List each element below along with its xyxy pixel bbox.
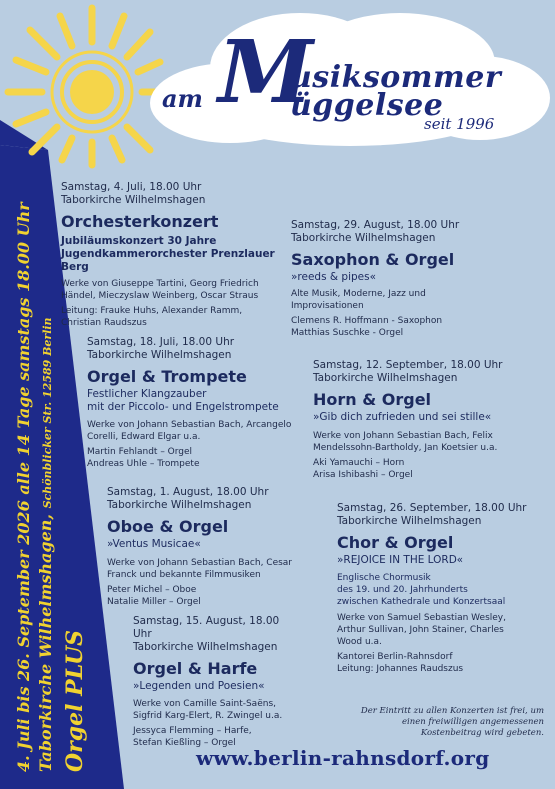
logo-line-2: üggelsee xyxy=(290,88,444,123)
event-orgel-harfe xyxy=(133,615,298,749)
event-title: Saxophon & Orgel xyxy=(291,250,455,269)
event-date: Samstag, 1. August, 18.00 Uhr xyxy=(107,486,269,498)
event-venue: Taborkirche Wilhelmshagen xyxy=(107,499,252,511)
event-chor-orgel xyxy=(337,502,527,675)
sun-icon xyxy=(0,0,170,170)
event-program: Werke von Camille Saint-Saëns, Sigfrid Karg-Elert, R. Zwingel u.a. xyxy=(133,699,283,721)
event-venue: Taborkirche Wilhelmshagen xyxy=(313,372,458,384)
event-date: Samstag, 29. August, 18.00 Uhr xyxy=(291,219,460,231)
event-subtitle: Festlicher Klangzauber xyxy=(87,388,207,400)
event-subtitle: »Gib dich zufrieden und sei stille« xyxy=(313,411,492,423)
event-date: Samstag, 18. Juli, 18.00 Uhr xyxy=(87,336,235,348)
event-subtitle: »Legenden und Poesien« xyxy=(133,680,265,692)
event-subtitle: »Ventus Musicae« xyxy=(107,538,201,550)
event-performers: Martin Fehlandt – Orgel Andreas Uhle – Trompete xyxy=(87,447,200,469)
event-performers: Peter Michel – Oboe Natalie Miller – Orgel xyxy=(107,585,201,607)
side-address: Schönblicker Str. 12589 Berlin xyxy=(41,317,54,509)
logo-line-1: usiksommer xyxy=(290,60,502,95)
side-series-name: Orgel PLUS xyxy=(62,629,88,772)
side-venue: Taborkirche Wilhelmshagen, Schönblicker Str. 12589 Berlin xyxy=(36,317,55,772)
logo-initial: M xyxy=(218,22,314,123)
event-program: Werke von Giuseppe Tartini, Georg Friedrich Händel, Mieczyslaw Weinberg, Oscar Straus xyxy=(61,279,259,301)
event-venue: Taborkirche Wilhelmshagen xyxy=(133,641,278,653)
event-venue: Taborkirche Wilhelmshagen xyxy=(337,515,482,527)
event-orchesterkonzert xyxy=(61,181,276,329)
event-performers: Clemens R. Hoffmann - Saxophon Matthias Suschke - Orgel xyxy=(291,316,443,338)
event-venue: Taborkirche Wilhelmshagen xyxy=(87,349,232,361)
event-subtitle-2: Jugendkammerorchester Prenzlauer Berg xyxy=(61,248,275,273)
event-venue: Taborkirche Wilhelmshagen xyxy=(61,194,206,206)
logo-am: am xyxy=(162,84,203,113)
event-subtitle-2: Englische Chormusik des 19. und 20. Jahrhunderts zwischen Kathedrale und Konzertsaal xyxy=(337,573,506,607)
event-title: Orgel & Trompete xyxy=(87,367,247,386)
event-orgel-trompete xyxy=(87,336,302,470)
event-date: Samstag, 26. September, 18.00 Uhr xyxy=(337,502,527,514)
admission-note: Der Eintritt zu allen Konzerten ist frei, um einen freiwilligen angemessenen Kostenbeitrag wird gebeten. xyxy=(360,706,544,738)
event-subtitle-2: mit der Piccolo- und Engelstrompete xyxy=(87,401,279,413)
event-subtitle: Jubiläumskonzert 30 Jahre xyxy=(61,235,217,247)
event-program: Werke von Samuel Sebastian Wesley, Arthur Sullivan, John Stainer, Charles Wood u.a. xyxy=(337,613,506,647)
event-horn-orgel xyxy=(313,359,513,481)
event-title: Oboe & Orgel xyxy=(107,517,229,536)
event-venue: Taborkirche Wilhelmshagen xyxy=(291,232,436,244)
website-link[interactable]: www.berlin-rahnsdorf.org xyxy=(196,746,490,770)
event-program: Alte Musik, Moderne, Jazz und Improvisationen xyxy=(291,289,426,311)
event-title: Orgel & Harfe xyxy=(133,659,258,678)
event-subtitle: »REJOICE IN THE LORD« xyxy=(337,554,464,566)
event-title: Orchesterkonzert xyxy=(61,212,219,231)
event-performers: Aki Yamauchi – Horn Arisa Ishibashi – Orgel xyxy=(313,458,413,480)
logo-since: seit 1996 xyxy=(424,115,495,133)
event-program: Werke von Johann Sebastian Bach, Felix Mendelssohn-Bartholdy, Jan Koetsier u.a. xyxy=(313,431,498,453)
event-subtitle: »reeds & pipes« xyxy=(291,271,377,283)
event-performers: Jessyca Flemming – Harfe, Stefan Kießling – Orgel xyxy=(133,726,252,748)
event-date: Samstag, 4. Juli, 18.00 Uhr xyxy=(61,181,202,193)
event-performers: Kantorei Berlin-Rahnsdorf Leitung: Johannes Raudszus xyxy=(337,652,464,674)
event-title: Chor & Orgel xyxy=(337,533,454,552)
event-date: Samstag, 15. August, 18.00 Uhr xyxy=(133,615,280,640)
side-dates: 4. Juli bis 26. September 2026 alle 14 Tage samstags 18.00 Uhr xyxy=(14,202,33,772)
event-oboe-orgel xyxy=(107,486,307,608)
event-program: Werke von Johann Sebastian Bach, Arcangelo Corelli, Edward Elgar u.a. xyxy=(87,420,292,442)
event-date: Samstag, 12. September, 18.00 Uhr xyxy=(313,359,503,371)
event-program: Werke von Johann Sebastian Bach, Cesar Franck und bekannte Filmmusiken xyxy=(107,558,293,580)
event-performers: Leitung: Frauke Huhs, Alexander Ramm, Christian Raudszus xyxy=(61,306,243,328)
event-saxophon-orgel xyxy=(291,219,461,339)
event-title: Horn & Orgel xyxy=(313,390,432,409)
